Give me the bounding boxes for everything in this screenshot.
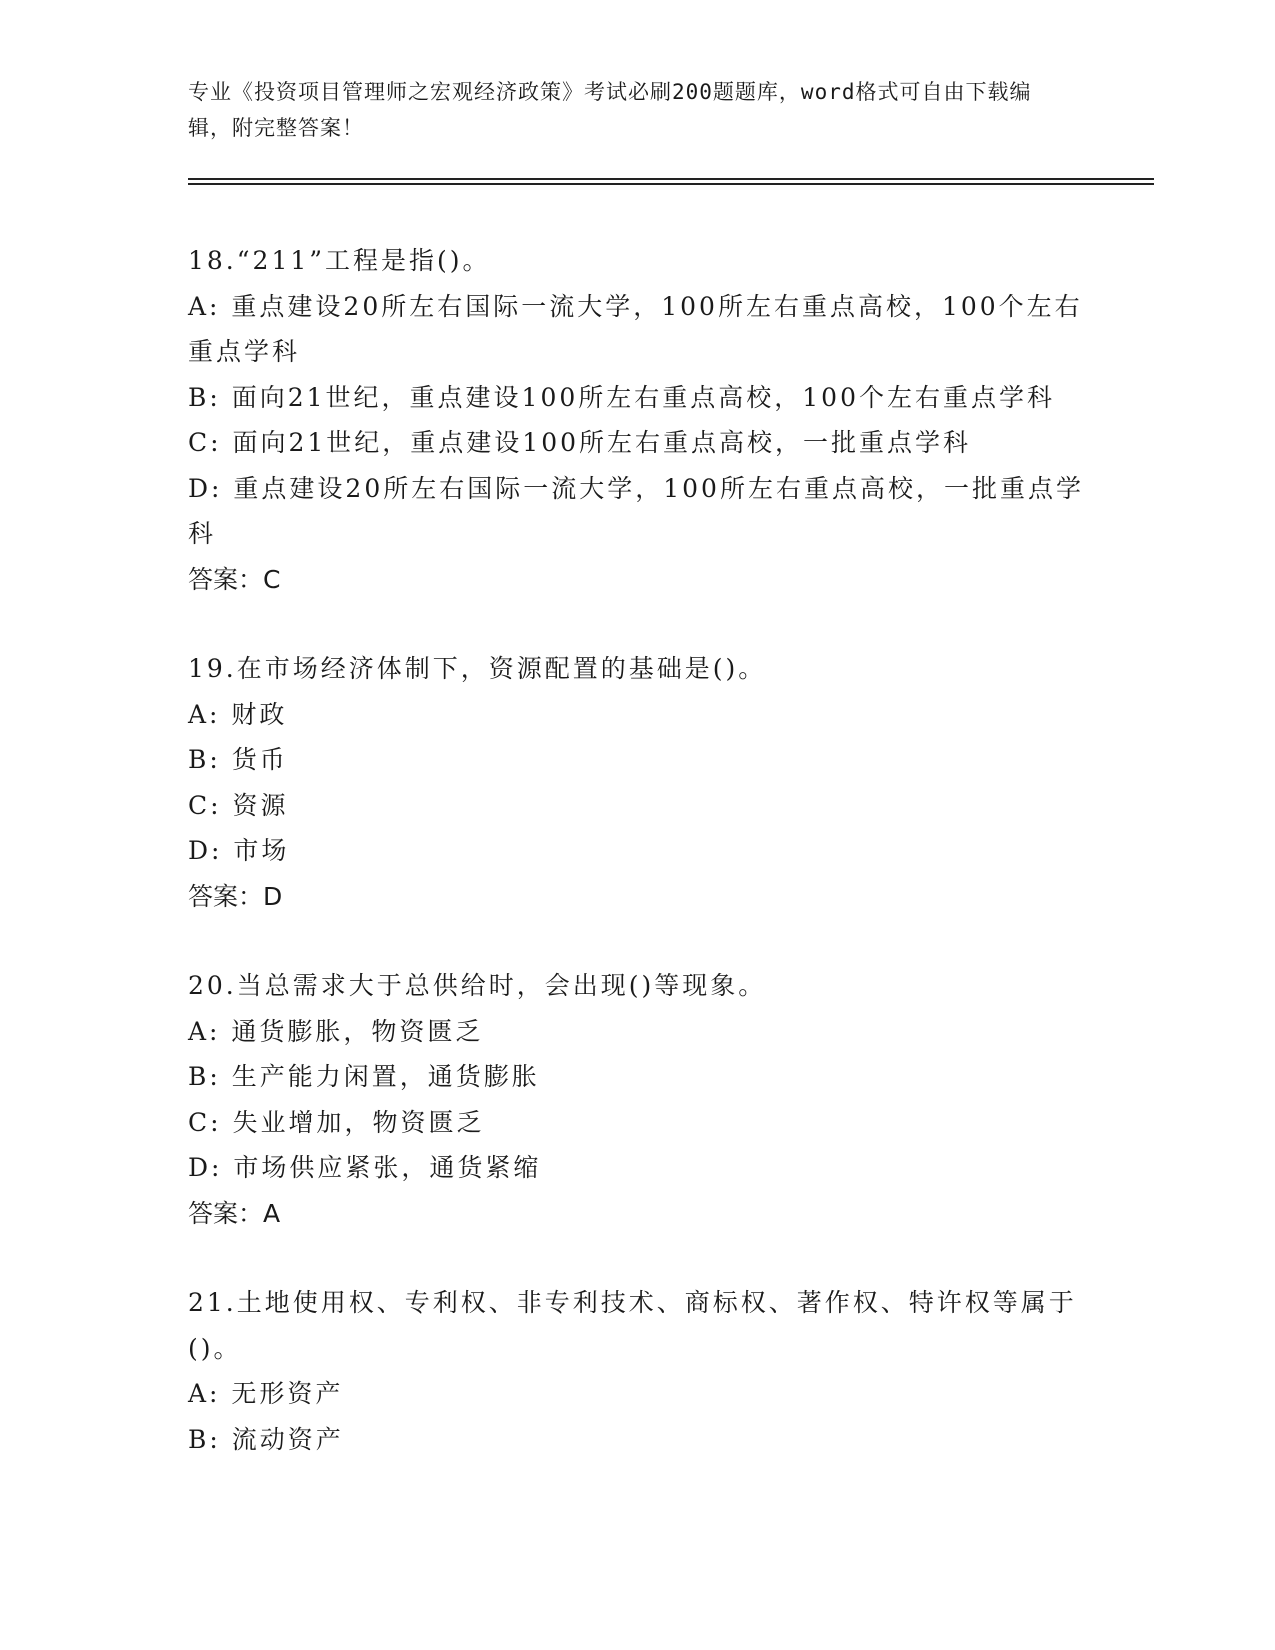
option-d: D: 重点建设20所左右国际一流大学，100所左右重点高校，一批重点学科 <box>188 473 1084 548</box>
question-19 <box>188 646 1088 919</box>
header-divider-top <box>188 178 1154 180</box>
option-b: B: 面向21世纪，重点建设100所左右重点高校，100个左右重点学科 <box>188 382 1055 412</box>
option-a: A: 无形资产 <box>188 1379 344 1408</box>
question-20 <box>188 963 1088 1236</box>
question-stem: 18.“211”工程是指()。 <box>188 246 491 275</box>
answer: 答案：A <box>188 1198 281 1228</box>
option-a: A: 通货膨胀，物资匮乏 <box>188 1016 484 1046</box>
option-c: C: 面向21世纪，重点建设100所左右重点高校，一批重点学科 <box>188 428 972 457</box>
question-list <box>188 238 1088 1506</box>
option-c: C: 资源 <box>188 790 289 820</box>
option-d: D: 市场供应紧张，通货紧缩 <box>188 1153 542 1182</box>
document-header: 专业《投资项目管理师之宏观经济政策》考试必刷200题题库，word格式可自由下载编辑，附完整答案！ <box>188 80 1032 140</box>
question-stem: 19.在市场经济体制下，资源配置的基础是()。 <box>188 654 767 683</box>
answer: 答案：C <box>188 564 281 594</box>
option-a: A: 重点建设20所左右国际一流大学，100所左右重点高校，100个左右重点学科 <box>188 291 1083 366</box>
option-b: B: 货币 <box>188 745 288 774</box>
question-stem: 20.当总需求大于总供给时，会出现()等现象。 <box>188 971 767 1000</box>
question-stem: 21.土地使用权、专利权、非专利技术、商标权、著作权、特许权等属于()。 <box>188 1288 1077 1363</box>
option-c: C: 失业增加，物资匮乏 <box>188 1107 485 1137</box>
option-b: B: 生产能力闲置，通货膨胀 <box>188 1062 540 1091</box>
option-a: A: 财政 <box>188 699 288 729</box>
answer: 答案：D <box>188 881 283 911</box>
option-d: D: 市场 <box>188 836 290 865</box>
question-21 <box>188 1280 1088 1462</box>
option-b: B: 流动资产 <box>188 1424 344 1454</box>
header-divider-bottom <box>188 183 1154 185</box>
question-18 <box>188 238 1088 602</box>
